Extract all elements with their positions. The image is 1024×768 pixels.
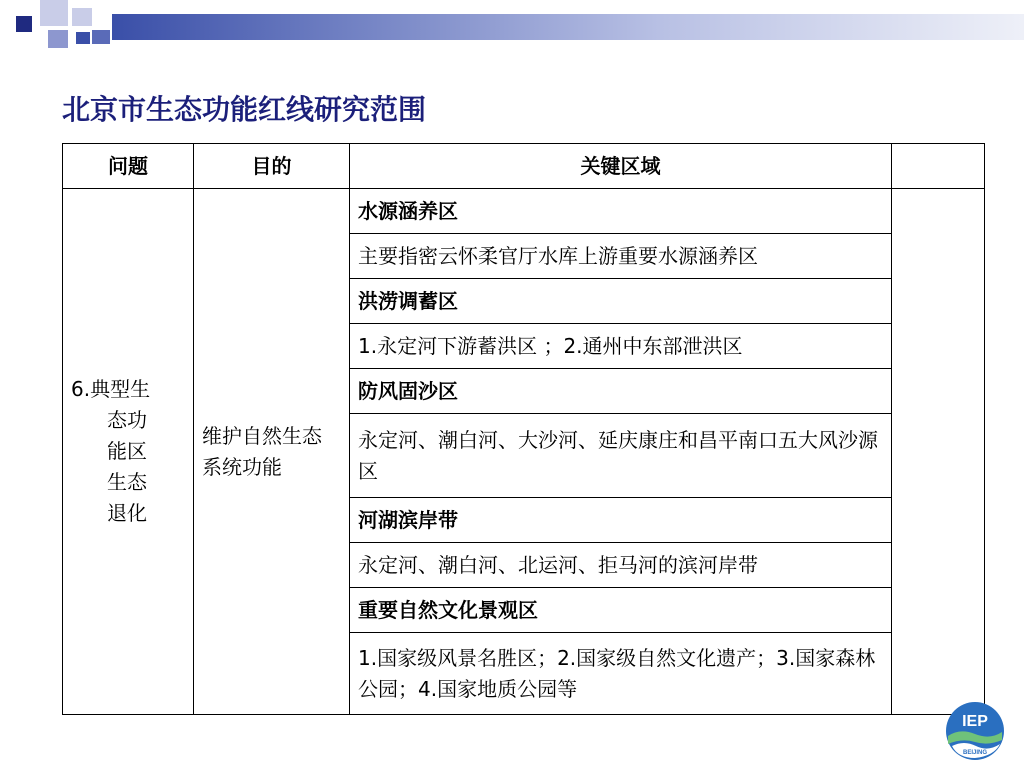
area-heading: 洪涝调蓄区	[350, 279, 892, 324]
area-heading: 重要自然文化景观区	[350, 588, 892, 633]
header-gradient-bar	[112, 14, 1024, 40]
slide-title: 北京市生态功能红线研究范围	[62, 93, 427, 126]
area-detail: 永定河、潮白河、大沙河、延庆康庄和昌平南口五大风沙源区	[350, 414, 892, 498]
decor-square	[16, 16, 32, 32]
area-detail: 1.国家级风景名胜区；2.国家级自然文化遗产；3.国家森林公园；4.国家地质公园等	[350, 633, 892, 715]
iep-logo-icon	[944, 700, 1006, 762]
purpose-cell: 维护自然生态系统功能	[194, 189, 350, 715]
area-heading: 水源涵养区	[350, 189, 892, 234]
area-detail: 1.永定河下游蓄洪区 ；2.通州中东部泄洪区	[350, 324, 892, 369]
header-key-area: 关键区域	[350, 144, 892, 189]
decor-square	[40, 0, 68, 26]
area-detail: 主要指密云怀柔官厅水库上游重要水源涵养区	[350, 234, 892, 279]
header-problem: 问题	[63, 144, 194, 189]
area-heading: 防风固沙区	[350, 369, 892, 414]
decor-square	[72, 8, 92, 26]
problem-line: 生态	[107, 470, 147, 494]
problem-cell	[63, 189, 194, 715]
header-empty	[892, 144, 985, 189]
decor-square	[76, 32, 90, 44]
key-areas-table	[62, 143, 985, 715]
table-header-row	[63, 144, 985, 189]
decor-square	[92, 30, 110, 44]
problem-line: 能区	[107, 439, 147, 463]
area-detail: 永定河、潮白河、北运河、拒马河的滨河岸带	[350, 543, 892, 588]
problem-line: 退化	[107, 501, 147, 525]
problem-line: 6.典型生	[71, 377, 151, 401]
extra-cell	[892, 189, 985, 715]
logo-subtext: BEIJING	[962, 750, 988, 756]
header-purpose: 目的	[194, 144, 350, 189]
problem-line: 态功	[107, 408, 147, 432]
logo-text: IEP	[962, 713, 988, 730]
decor-square	[48, 30, 68, 48]
table-row	[63, 189, 985, 234]
area-heading: 河湖滨岸带	[350, 498, 892, 543]
